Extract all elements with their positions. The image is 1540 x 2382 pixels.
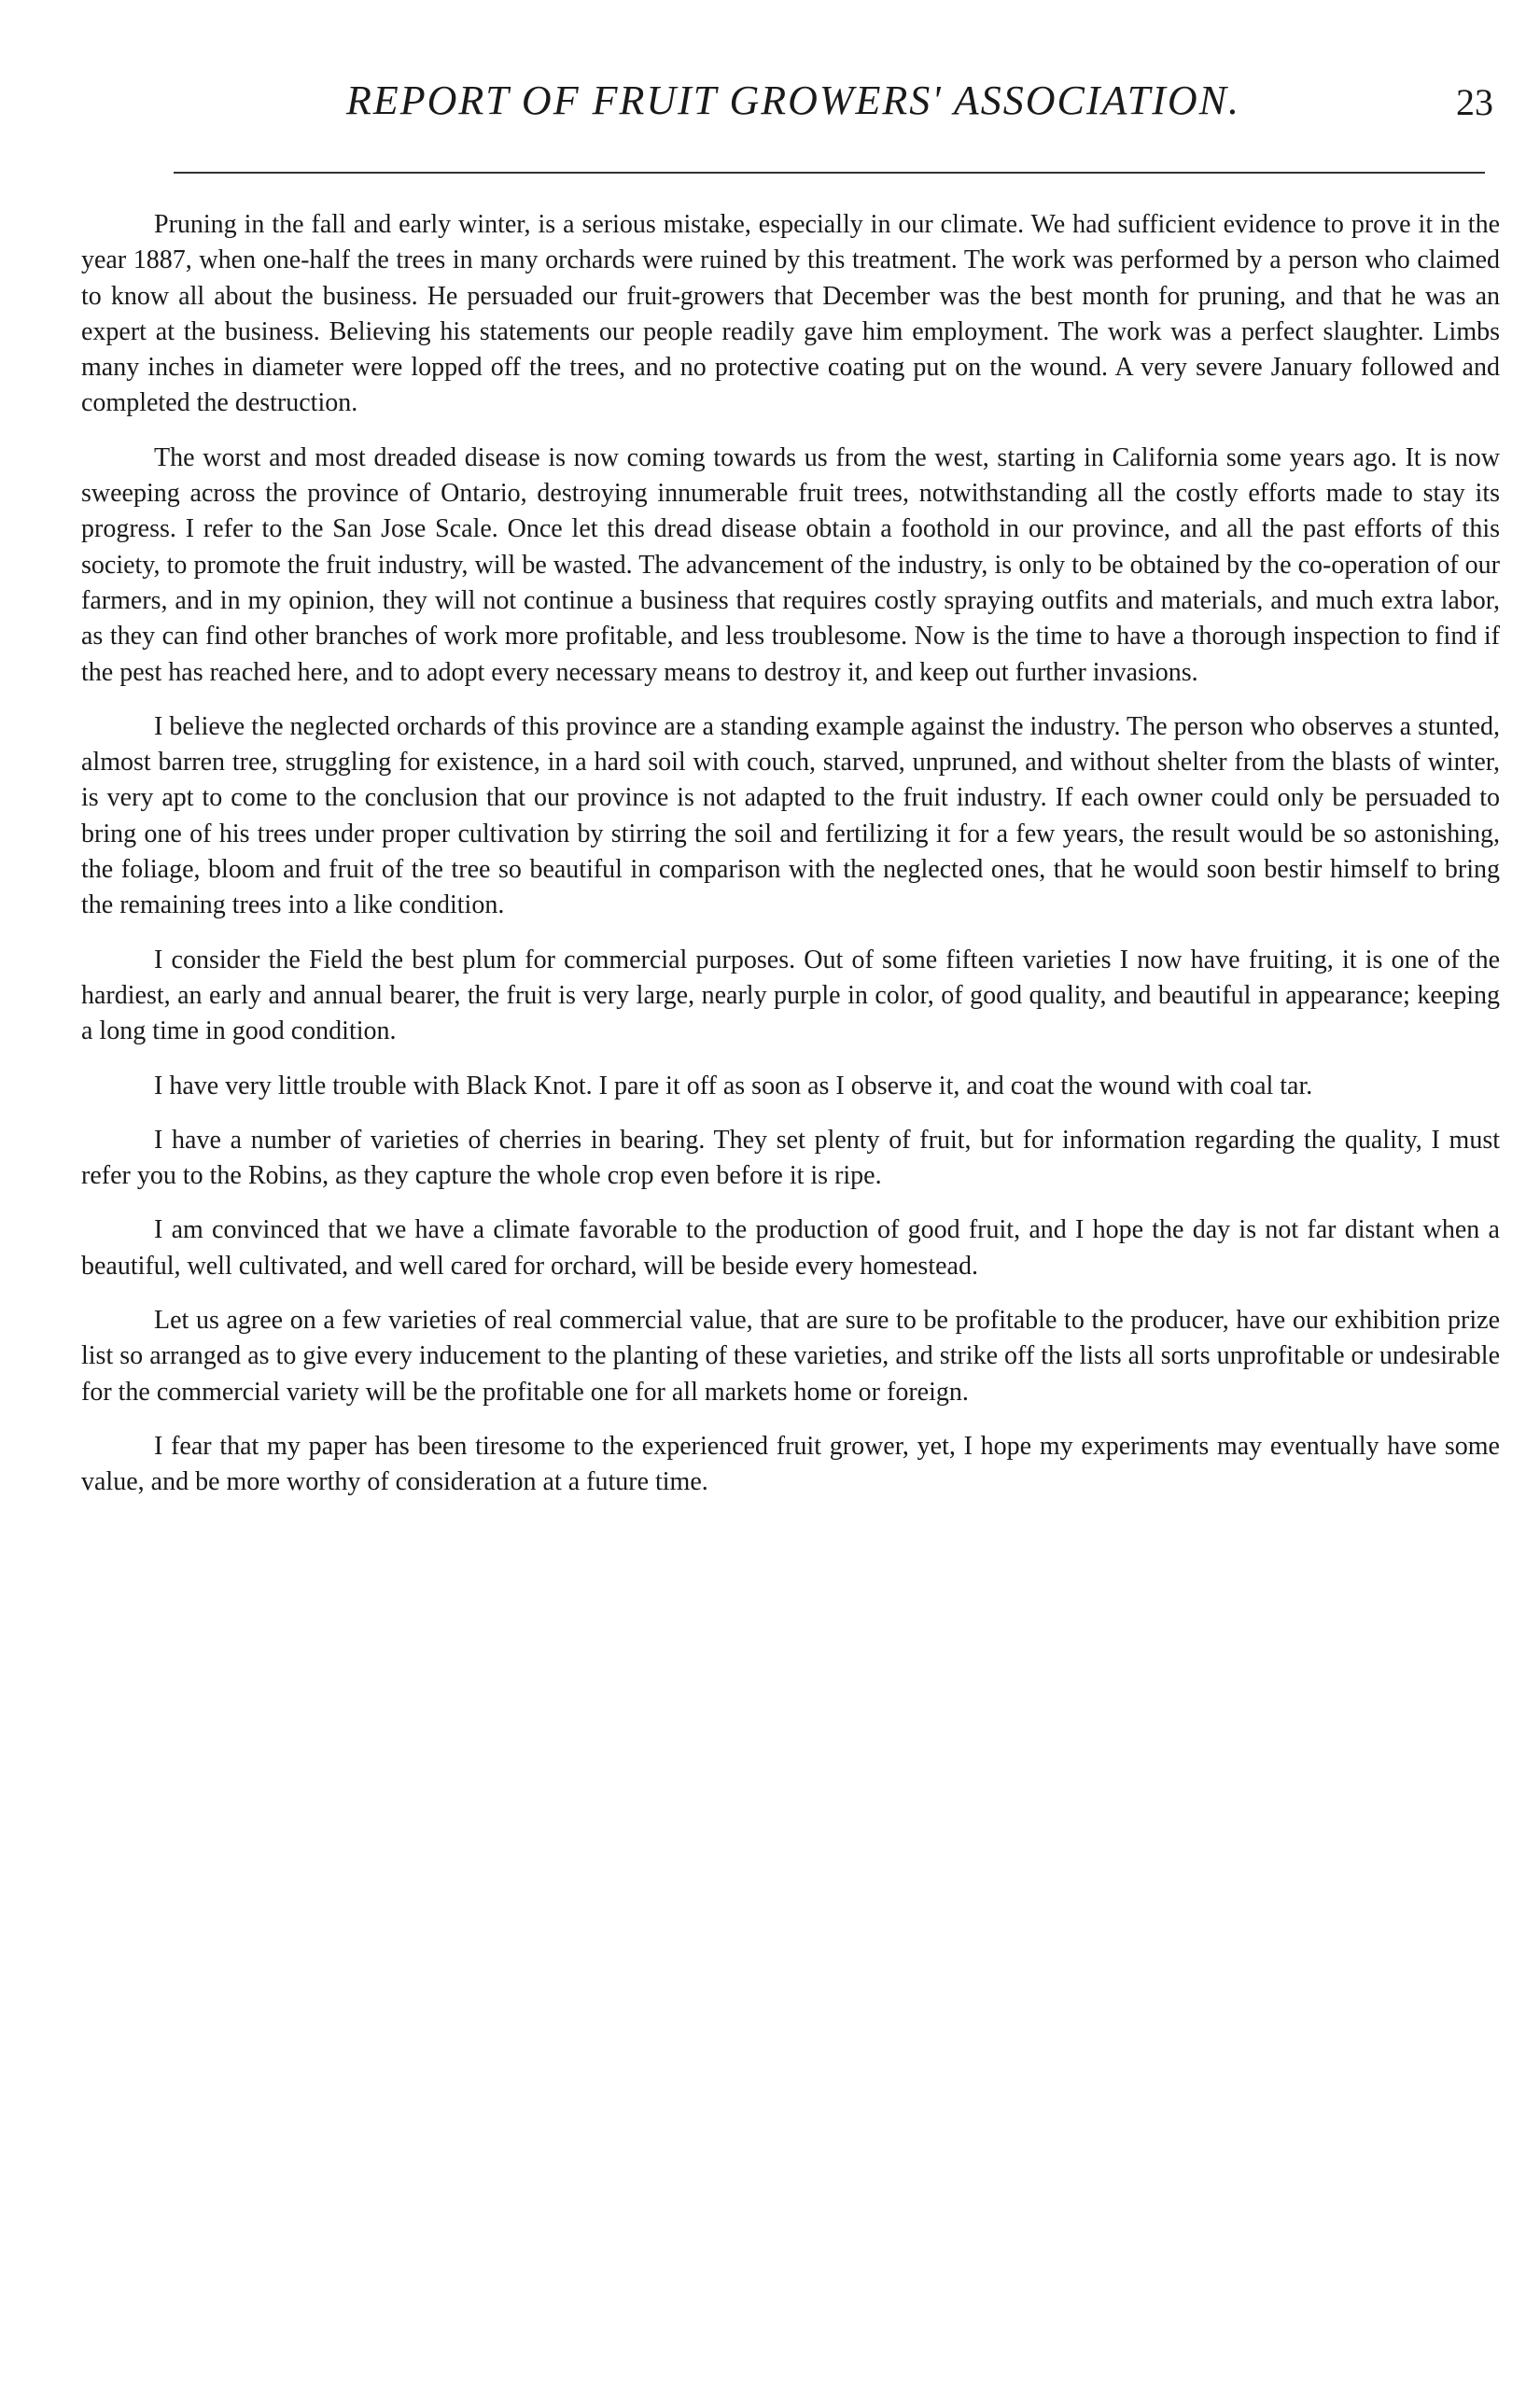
paragraph-closing: I fear that my paper has been tiresome to the experienced fruit grower, yet, I hope my experiments may eventually have some value, and be more worthy of consideration at a future time. <box>81 1431 1500 1497</box>
paragraph-san-jose-scale: The worst and most dreaded disease is now coming towards us from the west, starting in California some years ago. It is now sweeping across the province of Ontario, destroying innumerable fruit trees, notwithstanding all the costly efforts made to stay its progress. I refer to the San Jose Scale. Once let this dread disease obtain a foothold in our province, and all the past efforts of this society, to promote the fruit industry, will be wasted. The advancement of the industry, is only to be obtained by the co-operation of our farmers, and in my opinion, they will not continue a business that requires costly spraying outfits and materials, and much extra labor, as they can find other branches of work more profitable, and less troublesome. Now is the time to have a thorough inspection to find if the pest has reached here, and to adopt every necessary means to destroy it, and keep out further invasions. <box>81 442 1500 687</box>
body-text <box>81 207 1500 1501</box>
running-title: REPORT OF FRUIT GROWERS' ASSOCIATION. <box>345 77 1241 123</box>
header-divider <box>174 172 1485 174</box>
paragraph-varieties: Let us agree on a few varieties of real commercial value, that are sure to be profitable to the producer, have our exhibition prize list so arranged as to give every inducement to the planting of these varieties, and strike off the lists all sorts unprofitable or undesirable for the commercial variety will be the profitable one for all markets home or foreign. <box>81 1306 1500 1407</box>
paragraph-black-knot: I have very little trouble with Black Knot. I pare it off as soon as I observe it, and coat the wound with coal tar. <box>154 1071 1313 1100</box>
page-number: 23 <box>1456 81 1493 123</box>
paragraph-neglected-orchards: I believe the neglected orchards of this province are a standing example against the industry. The person who observes a stunted, almost barren tree, struggling for existence, in a hard soil with couch, starved, unpruned, and without shelter from the blasts of winter, is very apt to come to the conclusion that our province is not adapted to the fruit industry. If each owner could only be persuaded to bring one of his trees under proper cultivation by stirring the soil and fertilizing it for a few years, the result would be so astonishing, the foliage, bloom and fruit of the tree so beautiful in comparison with the neglected ones, that he would soon bestir himself to bring the remaining trees into a like condition. <box>81 711 1500 920</box>
page-header <box>93 77 1493 133</box>
paragraph-cherries: I have a number of varieties of cherries in bearing. They set plenty of fruit, but for information regarding the quality, I must refer you to the Robins, as they capture the whole crop even before it is ripe. <box>81 1125 1500 1191</box>
paragraph-climate: I am convinced that we have a climate favorable to the production of good fruit, and I hope the day is not far distant when a beautiful, well cultivated, and well cared for orchard, will be beside every homestead. <box>81 1215 1500 1281</box>
paragraph-field-plum: I consider the Field the best plum for commercial purposes. Out of some fifteen varieties I now have fruiting, it is one of the hardiest, an early and annual bearer, the fruit is very large, nearly purple in color, of good quality, and beautiful in appearance; keeping a long time in good condition. <box>81 945 1500 1046</box>
paragraph-pruning: Pruning in the fall and early winter, is a serious mistake, especially in our climate. We had sufficient evidence to prove it in the year 1887, when one-half the trees in many orchards were ruined by this treatment. The work was performed by a person who claimed to know all about the business. He persuaded our fruit-growers that December was the best month for pruning, and that he was an expert at the business. Believing his statements our people readily gave him employment. The work was a perfect slaughter. Limbs many inches in diameter were lopped off the trees, and no protective coating put on the wound. A very severe January followed and completed the destruction. <box>81 210 1500 418</box>
